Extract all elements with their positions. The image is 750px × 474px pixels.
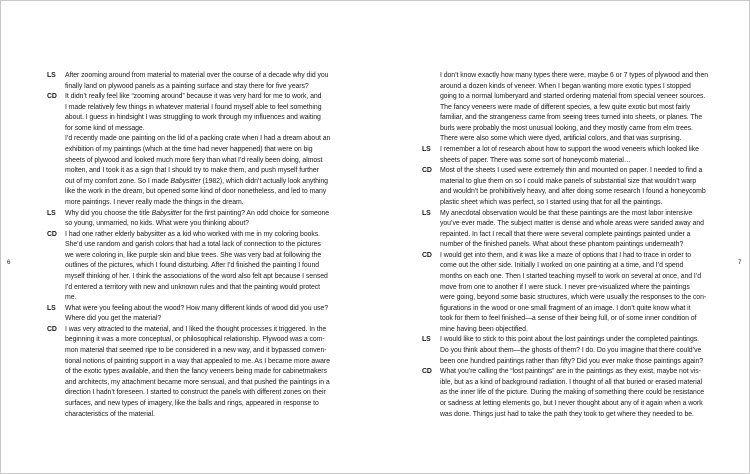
speaker-initials: LS [47,209,56,217]
text-line: direction I hadn’t foreseen. I started to construct the panels with different zones on their [65,389,326,397]
text-line: been one hundred paintings rather than fifty? Did you ever make those paintings again? [440,357,704,365]
text-line: as the inner life of the picture. During the making of something there could be resistance [440,389,705,397]
text-line: finally land on plywood panels as a painting surface and stay there for five years? [65,82,309,90]
interview-entry [47,71,377,92]
text-line: My anecdotal observation would be that these paintings are the most labor intensive [440,209,693,217]
speaker-initials: CD [47,325,57,333]
text-line: months on each one. Then I started teaching myself to work on several at once, and I’d [440,272,702,280]
text-line: like the work in the dream, but opened some kind of door nonetheless, and led to many [65,188,327,196]
text-line: sheets of paper. There was some sort of honeycomb material… [440,156,631,164]
text-line: outlines of the pictures, which I found disturbing. After I’d finished the painting I found [65,262,320,270]
speaker-initials: LS [47,304,56,312]
text-line: beginning it was a more conceptual, or philosophical relationship. Plywood was a com- [65,336,325,344]
text-line: After zooming around from material to material over the course of a decade why did you [65,72,329,79]
text-line: me. [65,294,77,302]
speaker-initials: CD [422,368,432,376]
text-line: about. I guess in hindsight I was struggling to work through my influences and waiting [65,114,321,122]
text-line: number of the finished panels. What about these phantom paintings underneath? [440,241,684,249]
text-line: Why did you choose the title Babysitter for the first painting? An odd choice for someone [65,209,330,217]
interview-entry [422,145,750,166]
text-line: I don’t know exactly how many types there were, maybe 6 or 7 types of plywood and then [440,72,709,79]
text-line: and wouldn’t be prohibitively heavy, and after doing some research I found a honeycomb [440,188,706,196]
speaker-initials: CD [47,93,57,101]
text-line: I would like to stick to this point about the lost paintings under the completed paintings. [440,336,699,344]
interview-entry [422,367,750,420]
text-line: move from one to another if I were stuck. I never pre-visualized where the paintings [440,283,690,291]
left-page-column [47,71,377,420]
text-line: come out the other side. Initially I worked on one painting at a time, and I’d spend [440,262,684,270]
text-line: was done. Things just had to take the path they took to get where they needed to be. [440,410,694,418]
text-line: around a dozen kinds of veneer. When I began wanting more exotic types I stopped [440,82,691,90]
interview-entry [47,304,377,325]
speaker-initials: LS [422,209,431,217]
text-line: exhibition of my paintings (which at the time had never happened) that were on big [65,146,313,154]
text-line: or sadness at letting elements go, but I never thought about any of it again when a work [440,399,703,407]
text-line: myself thinking of her. I think the associations of the word also felt apt because I sensed [65,272,328,280]
text-line: ible, but as a kind of background radiation. I thought of all that buried or erased material [440,378,703,386]
text-line: familiar, and the strangeness came from seeing trees turned into sheets, or planes. The [440,114,703,122]
text-line: out of my comfort zone. So I made Babysitter (1982), which didn’t actually look anything [65,177,328,185]
text-line: took for them to feel finished—a sense of their being full, or of some inner condition of [440,315,697,323]
text-line: I was very attracted to the material, and I liked the thought processes it triggered. In the [65,325,327,333]
text-line: I would get into them, and it was like a maze of options that I had to trace in order to [440,251,692,259]
right-page-column [422,71,750,420]
speaker-initials: LS [422,146,431,154]
text-line: The fancy veneers were made of different species, a few quite exotic but most fairly [440,103,690,111]
text-line: more paintings. I never really made the things in the dream. [65,198,244,206]
interview-entry [422,166,750,208]
text-line: mon material that seemed ripe to be considered in a new way, and it bypassed conven- [65,347,327,355]
text-line: and architects, my attachment became more sensual, and that pushed the paintings in a [65,378,330,386]
interview-entry [47,92,377,208]
text-line: molten, and I took it as a sign that I should try to make them, and push myself further [65,167,319,175]
text-line: Where did you get the material? [65,315,162,323]
interview-entry [47,230,377,304]
interview-entry [422,209,750,251]
text-line: Do you think about them—the ghosts of them? I do. Do you imagine that there could’ve [440,347,702,355]
text-line: There were also some which were dyed, artificial colors, and that was surprising. [440,135,682,143]
text-line: What you’re calling the “lost paintings” are in the paintings as they exist, maybe not vis- [440,368,701,376]
text-line: tional notions of painting support in a way that appealed to me. As I became more aware [65,357,330,365]
page-number-right: 7 [738,259,742,266]
text-line: I’d entered a territory with new and unknown rules and that the painting would protect [65,283,321,291]
text-line: were going, beyond some basic structures, which were usually the responses to the con- [440,294,707,302]
speaker-initials: CD [422,167,432,175]
text-line: of the exotic types available, and then the fancy veneers being made for cabinetmakers [65,368,327,376]
text-line: I had one rather elderly babysitter as a kid who worked with me in my coloring books. [65,230,321,238]
speaker-initials: CD [422,251,432,259]
speaker-initials: LS [47,72,56,79]
speaker-initials: LS [422,336,431,344]
text-line: characteristics of the material. [65,410,155,418]
text-line: burls were probably the most unusual looking, and they mostly came from elm trees. [440,124,693,132]
text-line: mine having been objectified. [440,325,528,333]
text-line: you’ve ever made. The subject matter is dense and whole areas were sanded away and [440,220,704,228]
text-line: I remember a lot of research about how to support the wood veneers which looked like [440,146,699,154]
text-line: It didn’t really feel like “zooming around” because it was very hard for me to work, and [65,93,322,101]
text-line: I made relatively few things in whatever material I found myself able to feel something [65,103,322,111]
text-line: plastic sheet which was perfect, so I started using that for all the paintings. [440,198,663,206]
interview-entry [422,71,750,145]
text-line: She’d use random and garish colors that had a total lack of connection to the pictures [65,241,321,249]
text-line: surfaces, and new types of imagery, like the balls and rings, appeared in response to [65,399,319,407]
text-line: sheets of plywood and looked much more fiery than what I’d really been doing, almost [65,156,323,164]
text-line: Most of the sheets I used were extremely thin and mounted on paper. I needed to find a [440,167,703,175]
text-line: repainted. In fact I recall that there were several complete paintings painted under a [440,230,691,238]
interview-entry [422,251,750,336]
text-line: material to glue them on so I could make panels of substantial size that wouldn’t warp [440,177,697,185]
text-line: for some kind of message. [65,124,145,132]
text-line: What were you feeling about the wood? How many different kinds of wood did you use? [65,304,329,312]
text-line: so young, unmarried, no kids. What were you thinking about? [65,220,249,228]
speaker-initials: CD [47,230,57,238]
interview-entry [422,335,750,367]
interview-entry [47,209,377,230]
text-line: figurations in the wood or one small fragment of an image. I don’t quite know what it [440,304,691,312]
page-number-left: 6 [7,259,11,266]
interview-entry [47,325,377,420]
text-line: we were coloring in, like purple skin and blue trees. She was very bad at following the [65,251,322,259]
text-line: going to a normal lumberyard and started ordering material from special veneer sources. [440,93,706,101]
text-line: I’d recently made one painting on the lid of a packing crate when I had a dream about an [65,135,331,143]
